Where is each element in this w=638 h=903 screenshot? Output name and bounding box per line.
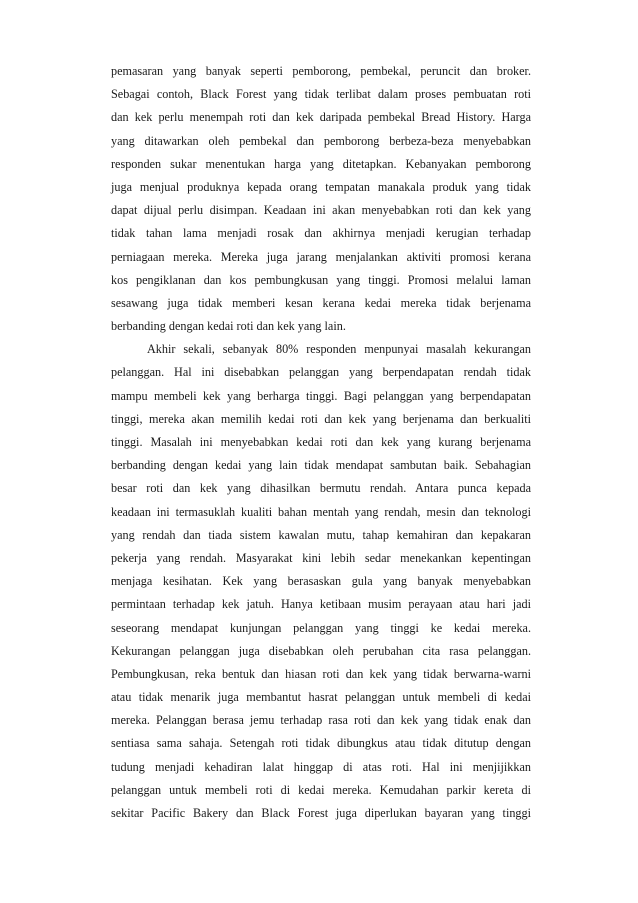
text-line: berbanding dengan kedai yang lain tidak mendapat sambutan baik. Sebahagian	[111, 458, 531, 473]
text-line: pemasaran yang banyak seperti pemborong, pembekal, peruncit dan broker.	[111, 64, 531, 78]
text-line: dapat dijual perlu disimpan. Keadaan ini akan menyebabkan roti dan kek yang	[111, 203, 531, 218]
text-line: Pembungkusan, reka bentuk dan hiasan roti dan kek yang tidak berwarna-warni	[111, 666, 531, 681]
text-line: mampu membeli kek yang berharga tinggi. Bagi pelanggan yang berpendapatan	[111, 388, 531, 403]
text-line: tinggi. Masalah ini menyebabkan kedai roti dan kek yang kurang berjenama	[111, 435, 531, 449]
text-line: mereka. Pelanggan berasa jemu terhadap rasa roti dan kek yang tidak enak dan	[111, 713, 531, 728]
text-line: yang rendah dan tiada sistem kawalan mutu, tahap kemahiran dan kepakaran	[111, 527, 531, 542]
text-line: dan kek perlu menempah roti dan kek daripada pembekal Bread History. Harga	[111, 110, 531, 125]
text-line: atau tidak menarik juga membantut hasrat pelanggan untuk membeli di kedai	[111, 690, 531, 705]
body-text	[111, 60, 531, 825]
text-line: kos pengiklanan dan kos pembungkusan yang tinggi. Promosi melalui laman	[111, 272, 531, 287]
text-line: pekerja yang rendah. Masyarakat kini lebih sedar menekankan kepentingan	[111, 550, 531, 565]
text-line: sesawang juga tidak memberi kesan kerana kedai mereka tidak berjenama	[111, 295, 531, 310]
text-line: seseorang mendapat kunjungan pelanggan yang tinggi ke kedai mereka.	[111, 620, 531, 635]
text-line: permintaan terhadap kek jatuh. Hanya ketibaan musim perayaan atau hari jadi	[111, 597, 531, 612]
text-line: Kekurangan pelanggan juga disebabkan oleh perubahan cita rasa pelanggan.	[111, 643, 531, 658]
text-line: besar roti dan kek yang dihasilkan bermutu rendah. Antara punca kepada	[111, 481, 531, 496]
text-line: yang ditawarkan oleh pembekal dan pemborong berbeza-beza menyebabkan	[111, 133, 531, 148]
text-line: Sebagai contoh, Black Forest yang tidak terlibat dalam proses pembuatan roti	[111, 87, 531, 102]
text-line: tinggi, mereka akan memilih kedai roti dan kek yang berjenama dan berkualiti	[111, 411, 531, 426]
text-line: responden sukar menentukan harga yang ditetapkan. Kebanyakan pemborong	[111, 156, 531, 171]
text-line: keadaan ini termasuklah kualiti bahan mentah yang rendah, mesin dan teknologi	[111, 504, 531, 519]
text-line: sentiasa sama sahaja. Setengah roti tidak dibungkus atau tidak ditutup dengan	[111, 736, 531, 751]
paragraph-first-line: Akhir sekali, sebanyak 80% responden menpunyai masalah kekurangan	[147, 342, 531, 357]
paragraph-last-line: berbanding dengan kedai roti dan kek yang lain.	[111, 319, 346, 334]
text-line: sekitar Pacific Bakery dan Black Forest juga diperlukan bayaran yang tinggi	[111, 806, 531, 820]
text-line: juga menjual produknya kepada orang tempatan manakala produk yang tidak	[111, 179, 531, 194]
text-line: pelanggan. Hal ini disebabkan pelanggan yang berpendapatan rendah tidak	[111, 365, 531, 380]
text-line: tudung menjadi kehadiran lalat hinggap di atas roti. Hal ini menjijikkan	[111, 759, 531, 774]
text-line: pelanggan untuk membeli roti di kedai mereka. Kemudahan parkir kereta di	[111, 782, 531, 797]
text-line: perniagaan mereka. Mereka juga jarang menjalankan aktiviti promosi kerana	[111, 249, 531, 264]
text-line: menjaga kesihatan. Kek yang berasaskan gula yang banyak menyebabkan	[111, 574, 531, 589]
text-line: tidak tahan lama menjadi rosak dan akhirnya menjadi kerugian terhadap	[111, 226, 531, 241]
